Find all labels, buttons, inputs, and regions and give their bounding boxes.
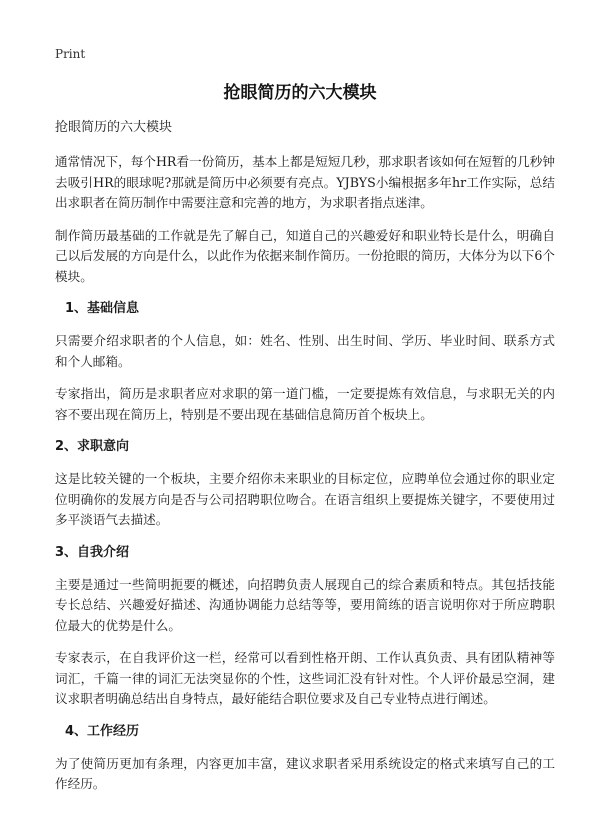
page-title: 抢眼简历的六大模块 [223, 83, 377, 103]
section-heading-self-intro: 3、自我介绍 [55, 544, 130, 560]
section-heading-job-intention: 2、求职意向 [55, 439, 130, 454]
section-paragraph: 专家指出，简历是求职者应对求职的第一道门槛，一定要提炼有效信息，与求职无关的内容不要出现在简历上，特别是不要出现在基础信息简历首个板块上。 [55, 386, 555, 422]
section-paragraph: 为了使简历更加有条理，内容更加丰富，建议求职者采用系统设定的格式来填写自己的工作经历。 [55, 755, 555, 791]
section-paragraph: 只需要介绍求职者的个人信息，如：姓名、性别、出生时间、学历、毕业时间、联系方式和个人邮箱。 [55, 333, 555, 369]
article-body [55, 118, 555, 807]
section-paragraph: 专家表示，在自我评价这一栏，经常可以看到性格开朗、工作认真负责、具有团队精神等词汇，千篇一律的词汇无法突显你的个性，这些词汇没有针对性。个人评价最忌空洞，建议求职者明确总结出自身特点，最好能结合职位要求及自己专业特点进行阐述。 [55, 650, 555, 706]
section-paragraph: 这是比较关键的一个板块，主要介绍你未来职业的目标定位，应聘单位会通过你的职业定位明确你的发展方向是否与公司招聘职位吻合。在语言组织上要提炼关键字，不要使用过多平淡语气去描述。 [55, 471, 555, 527]
section-heading-work-experience: 4、工作经历 [65, 723, 140, 739]
article-subtitle: 抢眼简历的六大模块 [55, 120, 173, 135]
intro-paragraph: 通常情况下，每个HR看一份简历，基本上都是短短几秒，那求职者该如何在短暂的几秒钟去吸引HR的眼球呢?那就是简历中必须要有亮点。YJBYS小编根据多年hr工作实际，总结出求职者在简历制作中需要注意和完善的地方，为求职者指点迷津。 [55, 154, 555, 210]
intro-paragraph: 制作简历最基础的工作就是先了解自己，知道自己的兴趣爱好和职业特长是什么，明确自己以后发展的方向是什么，以此作为依据来制作简历。一份抢眼的简历，大体分为以下6个模块。 [55, 227, 555, 284]
section-paragraph: 主要是通过一些简明扼要的概述，向招聘负责人展现自己的综合素质和特点。其包括技能专长总结、兴趣爱好描述、沟通协调能力总结等等，要用简练的语言说明你对于所应聘职位最大的优势是什么。 [55, 576, 555, 633]
print-link[interactable]: Print [55, 47, 86, 61]
section-heading-basic-info: 1、基础信息 [65, 301, 140, 316]
